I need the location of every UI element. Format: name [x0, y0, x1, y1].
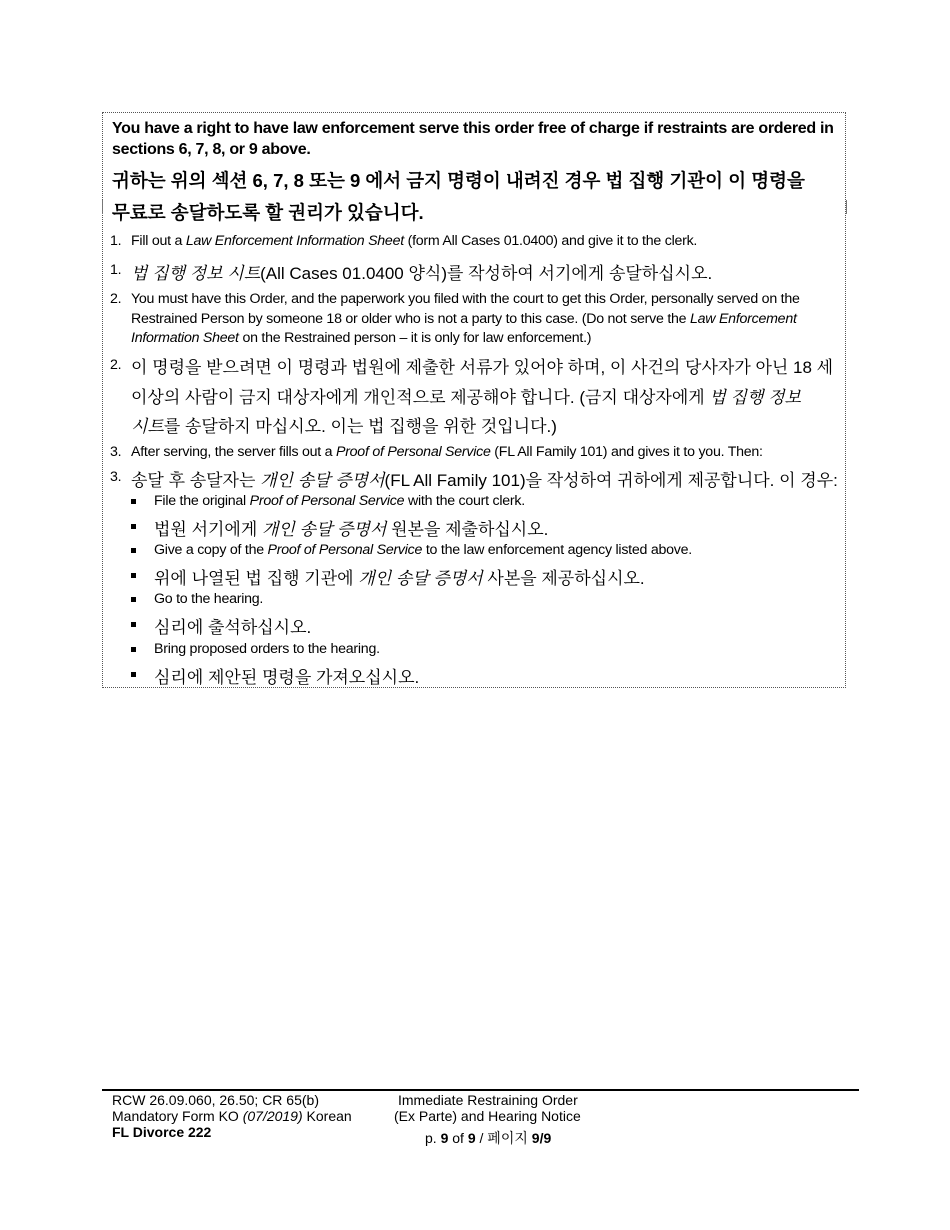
step-2-ko-line1: 이 명령을 받으려면 이 명령과 법원에 제출한 서류가 있어야 하며, 이 사건의 당사자가 아닌 18 세 [131, 358, 834, 377]
step-2-ko-line2: 이상의 사람이 금지 대상자에게 개인적으로 제공해야 합니다. (금지 대상자에게 법 집행 정보 [131, 388, 801, 407]
step-1-number: 1. [110, 233, 122, 249]
bullet-item-4: 위에 나열된 법 집행 기관에 개인 송달 증명서 사본을 제공하십시오. [154, 569, 645, 588]
step-1-ko-number: 1. [110, 262, 122, 278]
bullet-item-3: Give a copy of the Proof of Personal Service to the law enforcement agency listed above. [154, 542, 692, 558]
footer-title-line1: Immediate Restraining Order [398, 1092, 578, 1108]
step-3-number: 3. [110, 444, 122, 460]
notice-heading-en-line2: sections 6, 7, 8, or 9 above. [112, 141, 311, 158]
footer-rcw: RCW 26.09.060, 26.50; CR 65(b) [112, 1092, 319, 1108]
notice-heading-ko-line1: 귀하는 위의 섹션 6, 7, 8 또는 9 에서 금지 명령이 내려진 경우 법 집행 기관이 이 명령을 [112, 170, 805, 191]
step-3-en: After serving, the server fills out a Proof of Personal Service (FL All Family 101) and gives it to you. Then: [131, 444, 763, 460]
bullet-item-6: 심리에 출석하십시오. [154, 618, 312, 637]
bullet-marker [131, 647, 136, 652]
bullet-marker [131, 573, 136, 578]
bullet-marker [131, 622, 136, 627]
left-margin-mark [102, 200, 103, 214]
bullet-marker [131, 597, 136, 602]
step-2-number: 2. [110, 291, 122, 307]
bullet-marker [131, 672, 136, 677]
footer-page-number: p. 9 of 9 / 페이지 9/9 [425, 1130, 552, 1146]
step-3-ko: 송달 후 송달자는 개인 송달 증명서(FL All Family 101)을 작성하여 귀하에게 제공합니다. 이 경우: [131, 471, 838, 490]
right-margin-mark [846, 200, 847, 214]
footer-form-id: Mandatory Form KO (07/2019) Korean [112, 1108, 352, 1124]
bullet-item-1: File the original Proof of Personal Service with the court clerk. [154, 493, 525, 509]
bullet-item-5: Go to the hearing. [154, 591, 264, 607]
footer-title-line2: (Ex Parte) and Hearing Notice [394, 1108, 581, 1124]
step-1-ko: 법 집행 정보 시트(All Cases 01.0400 양식)를 작성하여 서기에게 송달하십시오. [131, 264, 713, 283]
bullet-item-2: 법원 서기에게 개인 송달 증명서 원본을 제출하십시오. [154, 520, 549, 539]
step-2-ko-number: 2. [110, 357, 122, 373]
step-3-ko-number: 3. [110, 469, 122, 485]
step-2-en-line2: Restrained Person by someone 18 or older who is not a party to this case. (Do not serve the Law Enforcement [131, 311, 797, 327]
notice-heading-en-line1: You have a right to have law enforcement serve this order free of charge if restraints are ordered in [112, 120, 834, 137]
bullet-marker [131, 524, 136, 529]
step-1-en: Fill out a Law Enforcement Information Sheet (form All Cases 01.0400) and give it to the clerk. [131, 233, 698, 249]
footer-form-number: FL Divorce 222 [112, 1124, 212, 1140]
bullet-marker [131, 548, 136, 553]
notice-heading-ko-line2: 무료로 송달하도록 할 권리가 있습니다. [112, 202, 424, 223]
step-2-en-line3: Information Sheet on the Restrained person – it is only for law enforcement.) [131, 330, 592, 346]
step-2-en-line1: You must have this Order, and the paperwork you filed with the court to get this Order, personally served on the [131, 291, 800, 307]
footer-rule [102, 1089, 859, 1091]
bullet-marker [131, 499, 136, 504]
bullet-item-8: 심리에 제안된 명령을 가져오십시오. [154, 668, 420, 687]
bullet-item-7: Bring proposed orders to the hearing. [154, 641, 380, 657]
step-2-ko-line3: 시트를 송달하지 마십시오. 이는 법 집행을 위한 것입니다.) [131, 417, 557, 436]
